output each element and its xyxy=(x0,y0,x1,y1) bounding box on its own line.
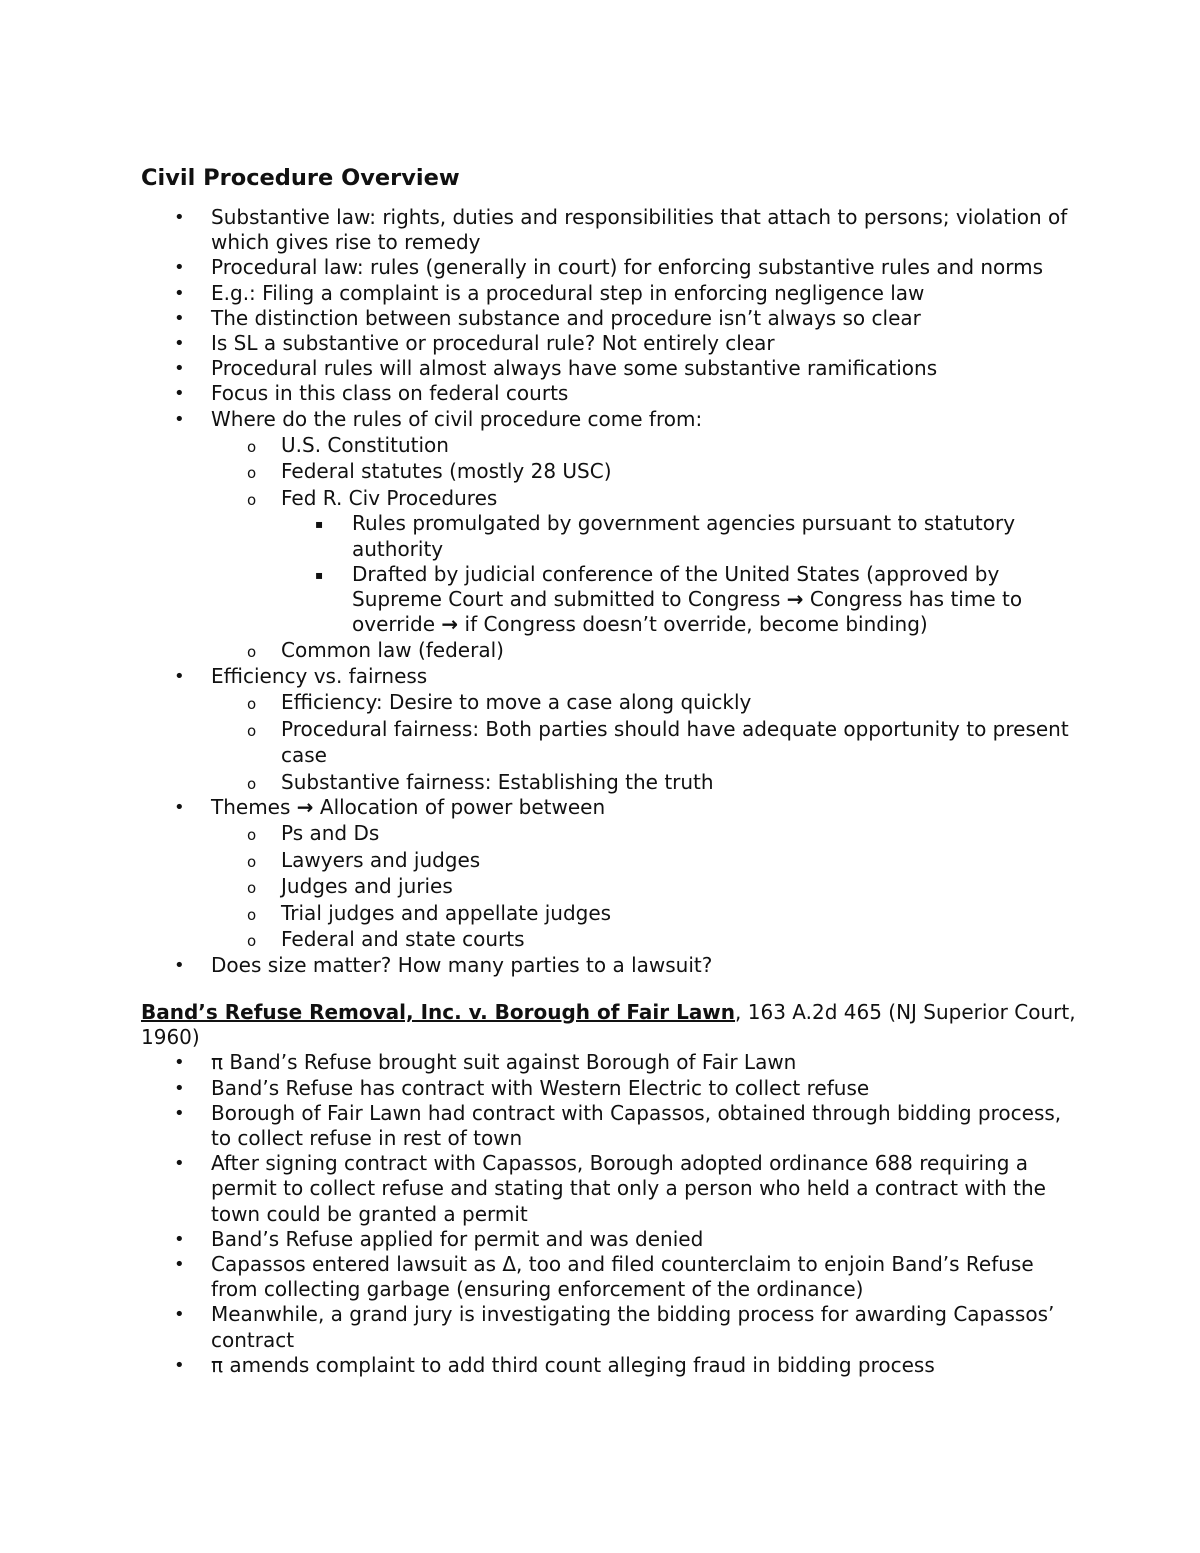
bullet-icon: • xyxy=(174,797,185,819)
list-item: • Procedural rules will almost always have some substantive ramifications xyxy=(174,356,938,381)
sub-list xyxy=(211,689,1081,795)
section-title: Civil Procedure Overview xyxy=(141,165,460,191)
sub-list-item: o Common law (federal) xyxy=(211,637,1081,664)
bullet-icon: • xyxy=(174,1153,185,1175)
case-name: Band’s Refuse Removal, Inc. v. Borough of Fair Lawn xyxy=(141,999,736,1024)
sub-list-item: o Judges and juries xyxy=(211,873,1081,900)
list-item: • Is SL a substantive or procedural rule? Not entirely clear xyxy=(174,331,775,356)
circle-bullet-icon: o xyxy=(247,643,257,662)
list-item: • Band’s Refuse has contract with Western Electric to collect refuse xyxy=(174,1075,870,1100)
bullet-icon: • xyxy=(174,358,185,380)
bullet-icon: • xyxy=(174,1102,185,1124)
document-content xyxy=(141,163,1081,1378)
list-item: • Procedural law: rules (generally in court) for enforcing substantive rules and norms xyxy=(174,255,1044,280)
bullet-icon: • xyxy=(174,954,185,976)
list-item: • E.g.: Filing a complaint is a procedural step in enforcing negligence law xyxy=(174,280,925,305)
circle-bullet-icon: o xyxy=(247,774,257,793)
overview-list xyxy=(141,205,1081,978)
arrow-right-icon: → xyxy=(296,795,314,820)
bullet-icon: • xyxy=(174,665,185,687)
bullet-icon: • xyxy=(174,1077,185,1099)
circle-bullet-icon: o xyxy=(247,490,257,509)
bullet-icon: • xyxy=(174,1354,185,1376)
sub-list-item: o Efficiency: Desire to move a case along quickly xyxy=(211,689,1081,716)
circle-bullet-icon: o xyxy=(247,852,257,871)
list-item: • Does size matter? How many parties to a lawsuit? xyxy=(174,952,713,977)
bullet-icon: • xyxy=(174,333,185,355)
sub-list xyxy=(211,820,1081,953)
list-item: • Meanwhile, a grand jury is investigating the bidding process for awarding Capassos’ contract xyxy=(174,1302,1055,1352)
list-item: • Where do the rules of civil procedure come from: o U.S. Constitution o Federal statutes (mostly 28 USC) o Fed R. Civ Procedures ▪ Rules promulgated by government agencies pursuant to statutory authority ▪ Drafted by judicial conference of the United States (approved by Supreme Court and submitted to Congress → Congress has time to override → if Congress doesn’t override, become binding) o Common law (federal) xyxy=(141,407,1081,664)
sub-sub-list-item: ▪ Drafted by judicial conference of the United States (approved by Supreme Court and submitted to Congress → Congress has time to override → if Congress doesn’t override, become binding) xyxy=(315,561,1023,637)
list-item: • π amends complaint to add third count alleging fraud in bidding process xyxy=(174,1352,935,1377)
bullet-icon: • xyxy=(174,1052,185,1074)
sub-sub-list xyxy=(281,511,1081,637)
circle-bullet-icon: o xyxy=(247,932,257,951)
sub-list-item: o Procedural fairness: Both parties should have adequate opportunity to present case xyxy=(247,716,1069,768)
list-item: • Borough of Fair Lawn had contract with Capassos, obtained through bidding process, to collect refuse in rest of town xyxy=(174,1100,1062,1150)
circle-bullet-icon: o xyxy=(247,464,257,483)
case-list xyxy=(141,1050,1081,1378)
list-item: • Themes → Allocation of power between o Ps and Ds o Lawyers and judges o Judges and juries o Trial judges and appellate judges o Federal and state courts xyxy=(141,795,1081,953)
list-item: • π Band’s Refuse brought suit against Borough of Fair Lawn xyxy=(174,1050,797,1075)
case-heading xyxy=(141,1000,1081,1050)
list-item: • After signing contract with Capassos, Borough adopted ordinance 688 requiring a permit to collect refuse and stating that only a person who held a contract with the town could be granted a permit xyxy=(174,1151,1046,1226)
bullet-icon: • xyxy=(174,383,185,405)
bullet-icon: • xyxy=(174,1253,185,1275)
circle-bullet-icon: o xyxy=(247,879,257,898)
case-citation: , 163 A.2d 465 (NJ Superior Court, 1960) xyxy=(141,999,1076,1050)
sub-list-item: o Fed R. Civ Procedures ▪ Rules promulgated by government agencies pursuant to statutory authority ▪ Drafted by judicial conference of the United States (approved by Supreme Court and submitted to Congress → Congress has time to override → if Congress doesn’t override, become binding) xyxy=(211,485,1081,638)
list-item: • Band’s Refuse applied for permit and was denied xyxy=(174,1226,704,1251)
list-item: • The distinction between substance and procedure isn’t always so clear xyxy=(174,305,921,330)
sub-list-item: o Federal statutes (mostly 28 USC) xyxy=(211,458,1081,485)
list-item: • Capassos entered lawsuit as Δ, too and filed counterclaim to enjoin Band’s Refuse from collecting garbage (ensuring enforcement of the ordinance) xyxy=(174,1251,1034,1302)
list-item: • Substantive law: rights, duties and responsibilities that attach to persons; violation of which gives rise to remedy xyxy=(174,205,1068,255)
circle-bullet-icon: o xyxy=(247,695,257,714)
sub-sub-list-item: ▪ Rules promulgated by government agencies pursuant to statutory authority xyxy=(315,511,1016,561)
circle-bullet-icon: o xyxy=(247,905,257,924)
bullet-icon: • xyxy=(174,408,185,430)
bullet-icon: • xyxy=(174,207,185,228)
list-item: • Efficiency vs. fairness o Efficiency: Desire to move a case along quickly o Procedural fairness: Both parties should have adequate opportunity to present case o Substantive fairness: Establishing the truth xyxy=(141,664,1081,795)
arrow-right-icon: → xyxy=(441,612,459,637)
bullet-icon: • xyxy=(174,257,185,279)
list-item: • Focus in this class on federal courts xyxy=(174,381,569,406)
sub-list xyxy=(211,432,1081,664)
square-bullet-icon: ▪ xyxy=(315,517,324,532)
sub-list-item: o U.S. Constitution xyxy=(211,432,1081,459)
sub-list-item: o Trial judges and appellate judges xyxy=(211,900,1081,927)
arrow-right-icon: → xyxy=(786,586,804,611)
bullet-icon: • xyxy=(174,1228,185,1250)
bullet-icon: • xyxy=(174,307,185,329)
bullet-icon: • xyxy=(174,1304,185,1326)
circle-bullet-icon: o xyxy=(247,826,257,845)
sub-list-item: o Lawyers and judges xyxy=(211,847,1081,874)
circle-bullet-icon: o xyxy=(247,721,257,740)
square-bullet-icon: ▪ xyxy=(315,567,324,582)
sub-list-item: o Federal and state courts xyxy=(211,926,1081,953)
circle-bullet-icon: o xyxy=(247,437,257,456)
bullet-icon: • xyxy=(174,282,185,304)
sub-list-item: o Ps and Ds xyxy=(211,820,1081,847)
sub-list-item: o Substantive fairness: Establishing the truth xyxy=(211,769,1081,796)
